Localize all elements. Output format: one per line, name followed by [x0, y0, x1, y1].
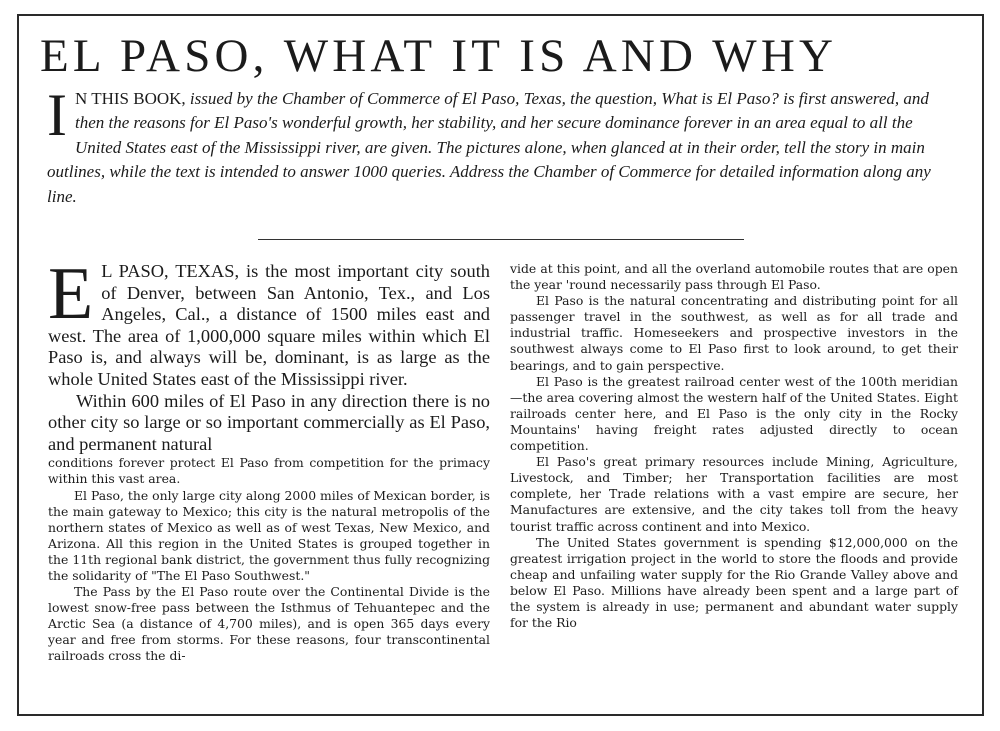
- intro-text: issued by the Chamber of Commerce of El Paso, Texas, the question, What is El Paso? is first answered, and then the reasons for El Paso's wonderful growth, her stability, and her secure dominance forever in an area equal to all the United States east of the Mississippi river, are given. The pictures alone, when glanced at in their order, tell the story in main outlines, while the text is intended to answer 1000 queries. Address the Chamber of Commerce for detailed information along any line.: [47, 89, 931, 206]
- section-divider: [258, 239, 744, 240]
- article-paragraph-4: The Pass by the El Paso route over the Continental Divide is the lowest snow-free pass between the Isthmus of Tehuantepec and the Arctic Sea (a distance of 4,700 miles), and is open 365 days every year and free from storms. For these reasons, four transcontinental railroads cross the di-: [48, 584, 490, 664]
- page-title: EL PASO, WHAT IT IS AND WHY: [40, 30, 838, 82]
- article-paragraph-2-small: conditions forever protect El Paso from competition for the primacy within this vast area.: [48, 455, 490, 487]
- article-paragraph-1: [48, 253, 490, 391]
- right-column: [510, 261, 958, 631]
- intro-paragraph: [47, 82, 959, 209]
- intro-dropcap: I: [47, 82, 67, 148]
- article-paragraph-1-text: L PASO, TEXAS, is the most important city south of Denver, between San Antonio, Tex., and Los Angeles, Cal., a distance of 1500 miles east and west. The area of 1,000,000 square miles within which El Paso is, and always will be, dominant, is as large as the whole United States east of the Mississippi river.: [48, 261, 490, 389]
- article-paragraph-6: El Paso is the natural concentrating and distributing point for all passenger travel in the southwest, as well as for all trade and industrial traffic. Homeseekers and prospective investors in the southwest always come to El Paso first to look around, to get their bearings, and to gain perspective.: [510, 293, 958, 373]
- article-paragraph-3: El Paso, the only large city along 2000 miles of Mexican border, is the main gateway to Mexico; this city is the natural metropolis of the northern states of Mexico as well as of west Texas, New Mexico, and Arizona. All this region in the United States is grouped together in the 11th regional bank district, the government thus fully recognizing the solidarity of "The El Paso Southwest.": [48, 487, 490, 583]
- article-paragraph-9: The United States government is spending $12,000,000 on the greatest irrigation project in the world to store the floods and provide cheap and unfailing water supply for the Rio Grande Valley above and below El Paso. Millions have already been spent and a large part of the system is already in use; permanent and abundant water supply for the Rio: [510, 534, 958, 631]
- article-dropcap: E: [48, 253, 94, 335]
- article-paragraph-8: El Paso's great primary resources include Mining, Agriculture, Livestock, and Timber; her Transportation facilities are most complete, her Trade relations with a vast empire are secure, her Manufactures are extensive, and the city takes toll from the heavy tourist traffic across continent and into Mexico.: [510, 454, 958, 534]
- article-paragraph-2-large: Within 600 miles of El Paso in any direction there is no other city so large or so important commercially as El Paso, and permanent natural: [48, 390, 490, 454]
- intro-lead: N THIS BOOK,: [74, 89, 186, 108]
- article-paragraph-5: vide at this point, and all the overland automobile routes that are open the year 'round necessarily pass through El Paso.: [510, 261, 958, 293]
- left-column: [48, 253, 490, 665]
- article-paragraph-7: El Paso is the greatest railroad center west of the 100th meridian—the area covering almost the western half of the United States. Eight railroads center here, and El Paso is the only city in the Rocky Mountains' having freight rates adjusted directly to ocean competition.: [510, 373, 958, 454]
